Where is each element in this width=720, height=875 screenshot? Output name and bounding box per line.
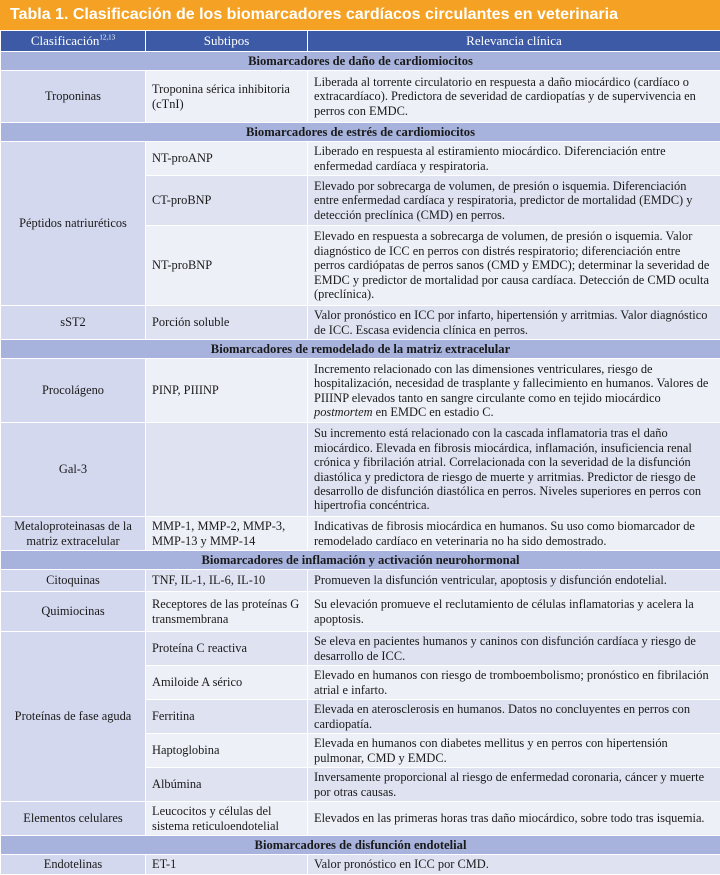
subtype-cell: NT-proBNP bbox=[146, 226, 308, 306]
relevance-cell: Promueven la disfunción ventricular, apoptosis y disfunción endotelial. bbox=[308, 570, 720, 592]
table-row bbox=[1, 517, 720, 551]
table-row bbox=[1, 592, 720, 632]
class-cell: Elementos celulares bbox=[1, 802, 146, 836]
section-row bbox=[1, 340, 720, 359]
section-row bbox=[1, 123, 720, 142]
subtype-cell: Leucocitos y células del sistema reticuloendotelial bbox=[146, 802, 308, 836]
relevance-cell: Valor pronóstico en ICC por infarto, hipertensión y arritmias. Valor diagnóstico de ICC. Escasa evidencia clínica en perros. bbox=[308, 306, 720, 340]
table-row bbox=[1, 855, 720, 875]
relevance-cell: Elevado en humanos con riesgo de tromboembolismo; pronóstico en fibrilación atrial e infarto. bbox=[308, 666, 720, 700]
class-cell: Procolágeno bbox=[1, 359, 146, 423]
section-title: Biomarcadores de remodelado de la matriz extracelular bbox=[1, 340, 720, 359]
subtype-cell: PINP, PIIINP bbox=[146, 359, 308, 423]
table-row bbox=[1, 306, 720, 340]
relevance-cell: Elevada en humanos con diabetes mellitus y en perros con hipertensión pulmonar, CMD y EMDC. bbox=[308, 734, 720, 768]
relevance-cell: Inversamente proporcional al riesgo de enfermedad coronaria, cáncer y muerte por otras causas. bbox=[308, 768, 720, 802]
table-row bbox=[1, 802, 720, 836]
subtype-cell: TNF, IL-1, IL-6, IL-10 bbox=[146, 570, 308, 592]
section-row bbox=[1, 551, 720, 570]
class-cell: Quimiocinas bbox=[1, 592, 146, 632]
header-clasificacion: Clasificación$^{12,13}$ bbox=[1, 31, 146, 52]
table-row bbox=[1, 142, 720, 176]
subtype-cell: Haptoglobina bbox=[146, 734, 308, 768]
section-title: Biomarcadores de daño de cardiomiocitos bbox=[1, 52, 720, 71]
header-subtipos: Subtipos bbox=[146, 31, 308, 52]
table-title: Tabla 1. Clasificación de los biomarcadores cardíacos circulantes en veterinaria bbox=[0, 0, 720, 30]
subtype-cell: MMP-1, MMP-2, MMP-3, MMP-13 y MMP-14 bbox=[146, 517, 308, 551]
subtype-cell: Ferritina bbox=[146, 700, 308, 734]
subtype-cell: Receptores de las proteínas G transmembrana bbox=[146, 592, 308, 632]
table-row bbox=[1, 359, 720, 423]
table-row bbox=[1, 423, 720, 517]
class-cell: Troponinas bbox=[1, 71, 146, 123]
subtype-cell: Albúmina bbox=[146, 768, 308, 802]
section-title: Biomarcadores de inflamación y activación neurohormonal bbox=[1, 551, 720, 570]
subtype-cell bbox=[146, 423, 308, 517]
class-cell: sST2 bbox=[1, 306, 146, 340]
header-relevancia: Relevancia clínica bbox=[308, 31, 720, 52]
section-row bbox=[1, 836, 720, 855]
relevance-cell: Elevada en aterosclerosis en humanos. Datos no concluyentes en perros con cardiopatía. bbox=[308, 700, 720, 734]
class-cell: Péptidos natriuréticos bbox=[1, 142, 146, 306]
relevance-cell: Indicativas de fibrosis miocárdica en humanos. Su uso como biomarcador de remodelado cardíaco en veterinaria no ha sido demostrado. bbox=[308, 517, 720, 551]
relevance-cell: Elevado en respuesta a sobrecarga de volumen, de presión o isquemia. Valor diagnóstico de ICC en perros con distrés respiratorio; diferenciación entre perros cardiópatas de perros sanos (CMD y EMDC); determinar la severidad de EMDC y predictor de mortalidad por causa cardíaca. Detección de CMD oculta (preclínica). bbox=[308, 226, 720, 306]
section-row bbox=[1, 52, 720, 71]
header-row bbox=[1, 31, 720, 52]
table-row bbox=[1, 570, 720, 592]
class-cell: Endotelinas bbox=[1, 855, 146, 875]
relevance-cell: Elevados en las primeras horas tras daño miocárdico, sobre todo tras isquemia. bbox=[308, 802, 720, 836]
class-cell: Proteínas de fase aguda bbox=[1, 632, 146, 802]
biomarkers-table bbox=[0, 30, 720, 875]
table-row bbox=[1, 71, 720, 123]
class-cell: Citoquinas bbox=[1, 570, 146, 592]
class-cell: Gal-3 bbox=[1, 423, 146, 517]
section-title: Biomarcadores de disfunción endotelial bbox=[1, 836, 720, 855]
section-title: Biomarcadores de estrés de cardiomiocitos bbox=[1, 123, 720, 142]
relevance-cell: Liberada al torrente circulatorio en respuesta a daño miocárdico (cardíaco o extracardíaco). Predictora de severidad de cardiopatías y de supervivencia en perros con EMDC. bbox=[308, 71, 720, 123]
relevance-cell: Su elevación promueve el reclutamiento de células inflamatorias y acelera la apoptosis. bbox=[308, 592, 720, 632]
subtype-cell: Porción soluble bbox=[146, 306, 308, 340]
subtype-cell: NT-proANP bbox=[146, 142, 308, 176]
subtype-cell: Amiloide A sérico bbox=[146, 666, 308, 700]
relevance-cell: Valor pronóstico en ICC por CMD. bbox=[308, 855, 720, 875]
relevance-cell: Se eleva en pacientes humanos y caninos con disfunción cardíaca y riesgo de desarrollo de ICC. bbox=[308, 632, 720, 666]
subtype-cell: Proteína C reactiva bbox=[146, 632, 308, 666]
subtype-cell: CT-proBNP bbox=[146, 176, 308, 226]
relevance-cell: Incremento relacionado con las dimensiones ventriculares, riesgo de hospitalización, necesidad de trasplante y fallecimiento en humanos. Valores de PIIINP elevados tanto en sangre circulante como en tejido miocárdico postmortem en EMDC en estadio C. bbox=[308, 359, 720, 423]
relevance-cell: Liberado en respuesta al estiramiento miocárdico. Diferenciación entre enfermedad cardíaca y respiratoria. bbox=[308, 142, 720, 176]
subtype-cell: ET-1 bbox=[146, 855, 308, 875]
subtype-cell: Troponina sérica inhibitoria (cTnI) bbox=[146, 71, 308, 123]
relevance-cell: Elevado por sobrecarga de volumen, de presión o isquemia. Diferenciación entre enfermedad cardíaca y respiratoria, predictor de mortalidad (EMDC) y detección preclínica (CMD) en perros. bbox=[308, 176, 720, 226]
relevance-cell: Su incremento está relacionado con la cascada inflamatoria tras el daño miocárdico. Elevada en fibrosis miocárdica, inflamación, insuficiencia renal crónica y fibrilación atrial. Correlacionada con la severidad de la disfunción diastólica y predictora de riesgo de muerte y arritmias. Predictor de riesgo de desarrollo de disfunción diastólica en perros. Niveles superiores en perros con hipertrofia concéntrica. bbox=[308, 423, 720, 517]
table-row bbox=[1, 632, 720, 666]
class-cell: Metaloproteinasas de la matriz extracelular bbox=[1, 517, 146, 551]
